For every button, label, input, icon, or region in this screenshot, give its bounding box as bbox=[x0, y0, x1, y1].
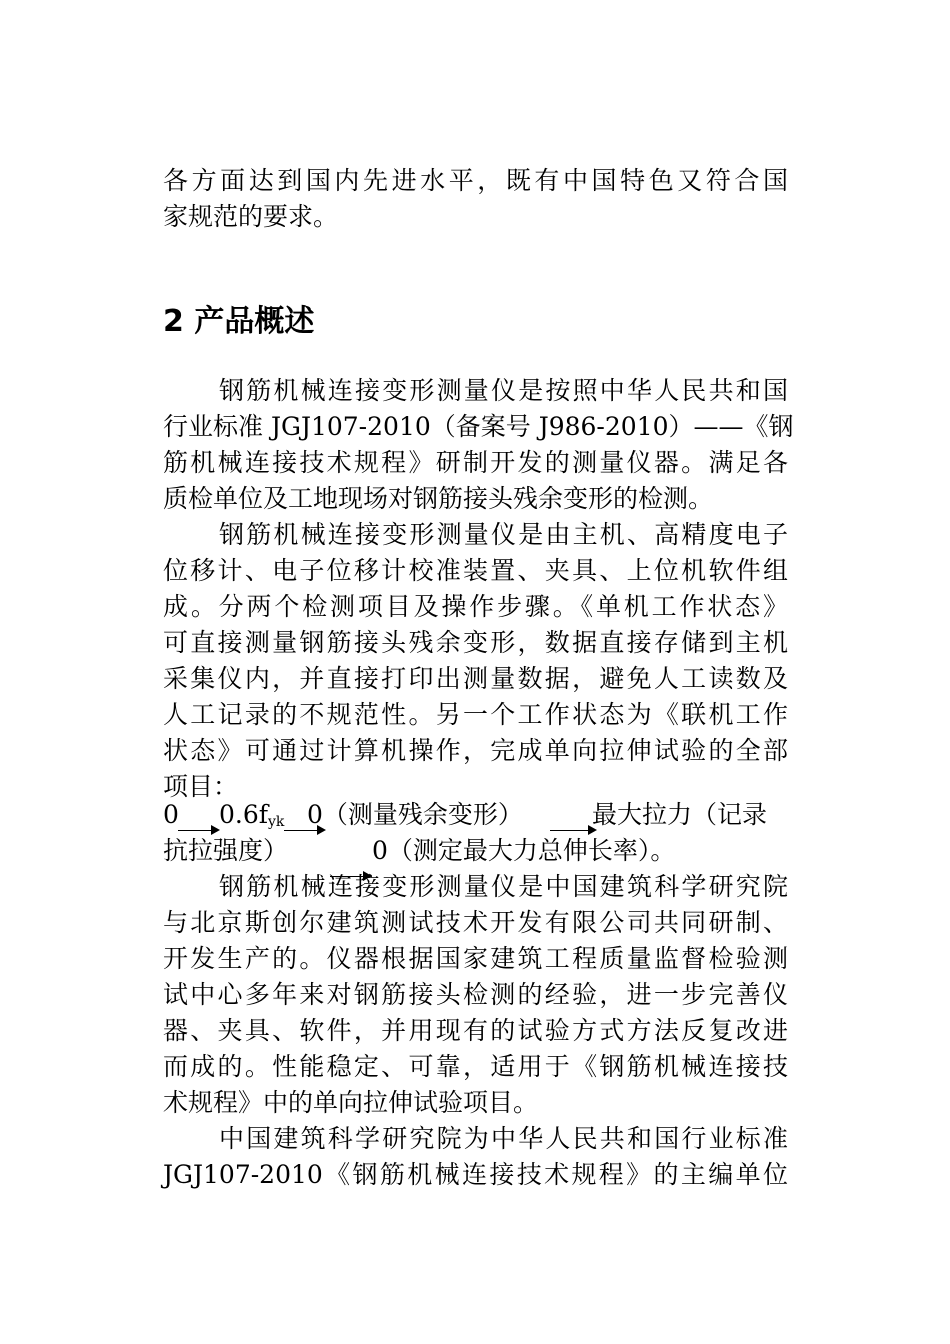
flow-step4: 0（测定最大力总伸长率）。 bbox=[372, 836, 676, 865]
para3-line-5: 器、夹具、软件，并用现有的试验方式方法反复改进 bbox=[163, 1016, 788, 1045]
intro-line-2: 家规范的要求。 bbox=[163, 202, 339, 231]
para2-line-2: 位移计、电子位移计校准装置、夹具、上位机软件组 bbox=[163, 556, 788, 585]
para2-line-4: 可直接测量钢筋接头残余变形，数据直接存储到主机 bbox=[163, 628, 788, 657]
para3-line-3: 开发生产的。仪器根据国家建筑工程质量监督检验测 bbox=[163, 944, 788, 973]
para1-line-3: 筋机械连接技术规程》研制开发的测量仪器。满足各 bbox=[163, 448, 788, 477]
para1-line-4: 质检单位及工地现场对钢筋接头残余变形的检测。 bbox=[163, 484, 714, 513]
flow-start: 0 bbox=[163, 800, 179, 829]
section-heading: 2 产品概述 bbox=[163, 304, 315, 339]
para3-line-7: 术规程》中的单向拉伸试验项目。 bbox=[163, 1088, 539, 1117]
para3-line-4: 试中心多年来对钢筋接头检测的经验，进一步完善仪 bbox=[163, 980, 788, 1009]
para3-line-6: 而成的。性能稳定、可靠，适用于《钢筋机械连接技 bbox=[163, 1052, 788, 1081]
para2-line-8: 项目： bbox=[163, 772, 239, 801]
para1-line-2: 行业标准 JGJ107-2010（备案号 J986-2010）——《钢 bbox=[163, 412, 794, 441]
para2-line-7: 状态》可通过计算机操作，完成单向拉伸试验的全部 bbox=[163, 736, 788, 765]
para2-line-1: 钢筋机械连接变形测量仪是由主机、高精度电子 bbox=[219, 520, 788, 549]
para2-line-3: 成。分两个检测项目及操作步骤。《单机工作状态》 bbox=[163, 592, 788, 621]
flow-arrow-3 bbox=[550, 830, 595, 831]
flow-step3-cont: 抗拉强度） bbox=[163, 836, 289, 865]
flow-step3: 最大拉力（记录 bbox=[592, 800, 768, 829]
intro-line-1: 各方面达到国内先进水平，既有中国特色又符合国 bbox=[163, 166, 788, 195]
flow-step1-value: 0.6f bbox=[219, 800, 269, 829]
para2-line-6: 人工记录的不规范性。另一个工作状态为《联机工作 bbox=[163, 700, 788, 729]
para4-line-2: JGJ107-2010《钢筋机械连接技术规程》的主编单位 bbox=[163, 1160, 788, 1189]
para4-line-1: 中国建筑科学研究院为中华人民共和国行业标准 bbox=[219, 1124, 788, 1153]
para3-line-1: 钢筋机械连接变形测量仪是中国建筑科学研究院 bbox=[219, 872, 788, 901]
flow-arrow-1 bbox=[178, 830, 218, 831]
para3-line-2: 与北京斯创尔建筑测试技术开发有限公司共同研制、 bbox=[163, 908, 788, 937]
para2-line-5: 采集仪内，并直接打印出测量数据，避免人工读数及 bbox=[163, 664, 788, 693]
flow-step2: 0（测量残余变形） bbox=[307, 800, 523, 829]
flow-step1-subscript: yk bbox=[268, 814, 285, 830]
para1-line-1: 钢筋机械连接变形测量仪是按照中华人民共和国 bbox=[219, 376, 788, 405]
